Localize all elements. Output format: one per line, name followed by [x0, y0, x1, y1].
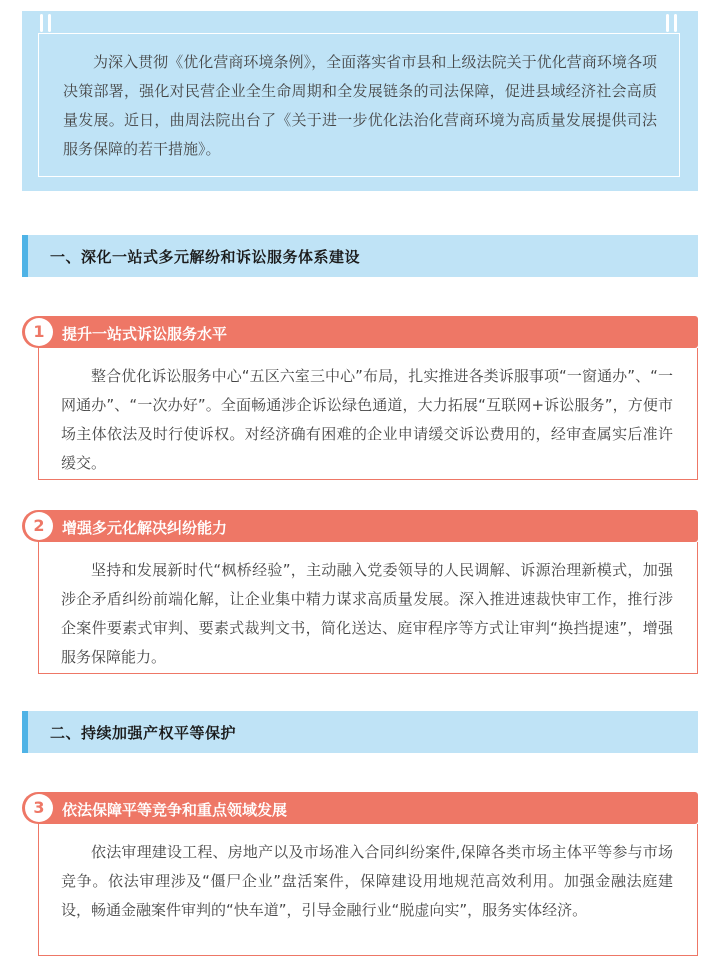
- binder-clip-icon: [40, 14, 52, 32]
- item-content-box: [38, 348, 698, 480]
- item-title: 增强多元化解决纠纷能力: [62, 519, 228, 537]
- item-number-badge: 1: [25, 318, 53, 346]
- item-title: 提升一站式诉讼服务水平: [62, 325, 228, 343]
- item-title: 依法保障平等竞争和重点领域发展: [62, 801, 288, 819]
- item-paragraph: 坚持和发展新时代“枫桥经验”，主动融入党委领导的人民调解、诉源治理新模式，加强涉企矛盾纠纷前端化解，让企业集中精力谋求高质量发展。深入推进速裁快审工作，推行涉企案件要素式审判、要素式裁判文书，简化送达、庭审程序等方式让审判“换挡提速”，增强服务保障能力。: [61, 561, 673, 666]
- intro-paragraph: 为深入贯彻《优化营商环境条例》，全面落实省市县和上级法院关于优化营商环境各项决策部署，强化对民营企业全生命周期和全发展链条的司法保障，促进县域经济社会高质量发展。近日，曲周法院出台了《关于进一步优化法治化营商环境为高质量发展提供司法服务保障的若干措施》。: [63, 53, 657, 158]
- item-paragraph: 依法审理建设工程、房地产以及市场准入合同纠纷案件,保障各类市场主体平等参与市场竞争。依法审理涉及“僵尸企业”盘活案件，保障建设用地规范高效利用。加强金融法庭建设，畅通金融案件审判的“快车道”，引导金融行业“脱虚向实”，服务实体经济。: [61, 843, 673, 919]
- item-number-badge: 2: [25, 512, 53, 540]
- item-content-box: [38, 824, 698, 956]
- section-title: 一、深化一站式多元解纷和诉讼服务体系建设: [50, 248, 361, 266]
- item-paragraph: 整合优化诉讼服务中心“五区六室三中心”布局，扎实推进各类诉服事项“一窗通办”、“一网通办”、“一次办好”。全面畅通涉企诉讼绿色通道，大力拓展“互联网+诉讼服务”，方便市场主体依法及时行使诉权。对经济确有困难的企业申请缓交诉讼费用的，经审查属实后准许缓交。: [61, 367, 673, 472]
- item-number-badge: 3: [25, 794, 53, 822]
- item-title-bar: [22, 316, 698, 348]
- item-content-box: [38, 542, 698, 674]
- section-header: [22, 235, 698, 277]
- section-header: [22, 711, 698, 753]
- section-title: 二、持续加强产权平等保护: [50, 724, 237, 742]
- intro-box: [22, 11, 698, 191]
- item-title-bar: [22, 510, 698, 542]
- item-title-bar: [22, 792, 698, 824]
- binder-clip-icon: [666, 14, 678, 32]
- intro-frame: [38, 33, 680, 177]
